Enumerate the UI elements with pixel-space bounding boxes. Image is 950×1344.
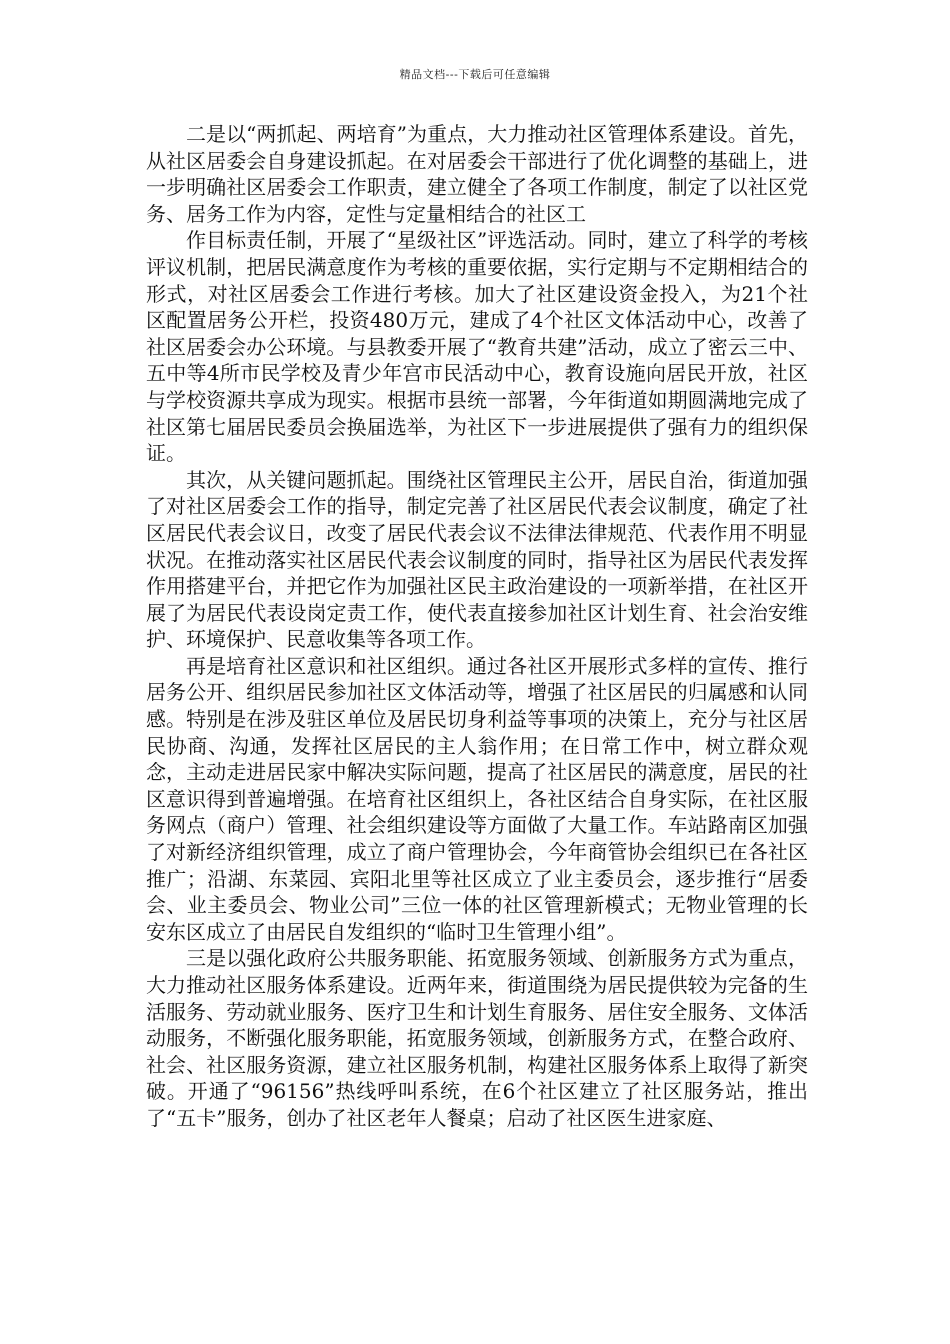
paragraph-5: 三是以强化政府公共服务职能、拓宽服务领域、创新服务方式为重点，大力推动社区服务体系建设。近两年来，街道围绕为居民提供较为完备的生活服务、劳动就业服务、医疗卫生和计划生育服务、居住安全服务、文体活动服务，不断强化服务职能，拓宽服务领域，创新服务方式，在整合政府、社会、社区服务资源，建立社区服务机制，构建社区服务体系上取得了新突破。开通了“96156”热线呼叫系统，在6个社区建立了社区服务站，推出了“五卡”服务，创办了社区老年人餐桌；启动了社区医生进家庭、 [146,946,808,1130]
paragraph-2: 作目标责任制，开展了“星级社区”评选活动。同时，建立了科学的考核评议机制，把居民满意度作为考核的重要依据，实行定期与不定期相结合的形式，对社区居委会工作进行考核。加大了社区建设资金投入，为21个社区配置居务公开栏，投资480万元，建成了4个社区文体活动中心，改善了社区居委会办公环境。与县教委开展了“教育共建”活动，成立了密云三中、五中等4所市民学校及青少年宫市民活动中心，教育设施向居民开放，社区与学校资源共享成为现实。根据市县统一部署，今年街道如期圆满地完成了社区第七届居民委员会换届选举，为社区下一步进展提供了强有力的组织保证。 [146,228,808,466]
document-body [146,121,808,1132]
paragraph-3: 其次，从关键问题抓起。围绕社区管理民主公开，居民自治，街道加强了对社区居委会工作的指导，制定完善了社区居民代表会议制度，确定了社区居民代表会议日，改变了居民代表会议不法律法律规范、代表作用不明显状况。在推动落实社区居民代表会议制度的同时，指导社区为居民代表发挥作用搭建平台，并把它作为加强社区民主政治建设的一项新举措，在社区开展了为居民代表设岗定责工作，使代表直接参加社区计划生育、社会治安维护、环境保护、民意收集等各项工作。 [146,467,808,652]
paragraph-4: 再是培育社区意识和社区组织。通过各社区开展形式多样的宣传、推行居务公开、组织居民参加社区文体活动等，增强了社区居民的归属感和认同感。特别是在涉及驻区单位及居民切身利益等事项的决策上，充分与社区居民协商、沟通，发挥社区居民的主人翁作用；在日常工作中，树立群众观念，主动走进居民家中解决实际问题，提高了社区居民的满意度，居民的社区意识得到普遍增强。在培育社区组织上，各社区结合自身实际，在社区服务网点（商户）管理、社会组织建设等方面做了大量工作。车站路南区加强了对新经济组织管理，成立了商户管理协会，今年商管协会组织已在各社区推广；沿湖、东菜园、宾阳北里等社区成立了业主委员会，逐步推行“居委会、业主委员会、物业公司”三位一体的社区管理新模式；无物业管理的长安东区成立了由居民自发组织的“临时卫生管理小组”。 [146,653,808,944]
paragraph-1: 二是以“两抓起、两培育”为重点，大力推动社区管理体系建设。首先，从社区居委会自身建设抓起。在对居委会干部进行了优化调整的基础上，进一步明确社区居委会工作职责，建立健全了各项工作制度，制定了以社区党务、居务工作为内容，定性与定量相结合的社区工 [146,122,808,226]
page-header: 精品文档---下载后可任意编辑 [399,68,551,81]
